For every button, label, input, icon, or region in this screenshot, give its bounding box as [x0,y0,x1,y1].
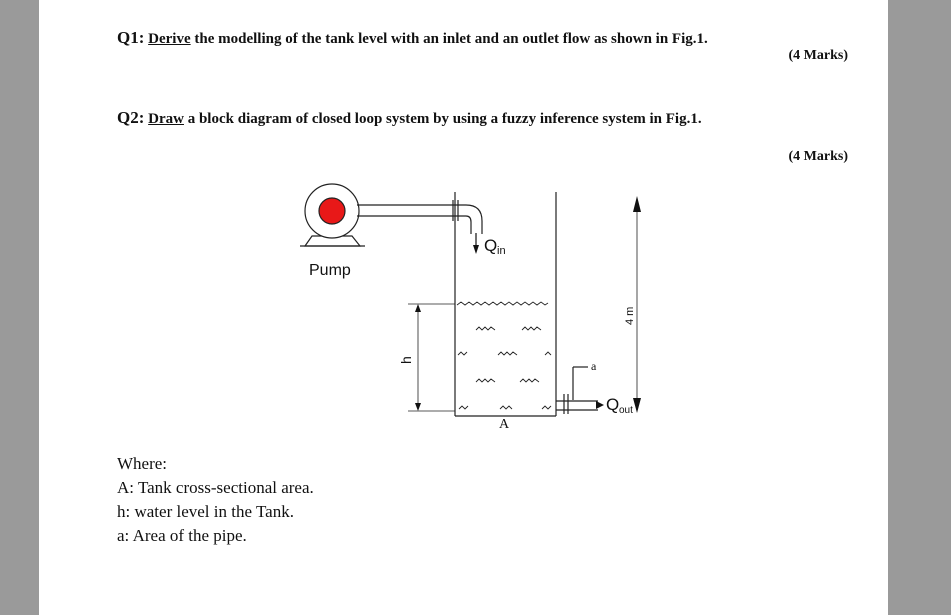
q2-marks: (4 Marks) [788,149,848,164]
qin-subscript: in [497,245,506,257]
where-title: Where: [117,454,168,473]
qout-label: Q [606,395,620,414]
water-surface [457,302,551,409]
q1-verb: Derive [148,31,191,47]
tank [455,192,556,416]
q1-marks: (4 Marks) [788,48,848,63]
pipe-area-label: a [591,359,597,373]
outlet-pipe [556,367,598,414]
q2-number: Q2: [117,108,145,127]
tank-area-label: A [499,417,510,432]
where-item-h: h: water level in the Tank. [117,502,294,521]
q1-text: the modelling of the tank level with an inlet and an outlet flow as shown in Fig.1. [190,31,708,47]
q2-verb: Draw [148,111,184,127]
height-label: h [398,356,414,364]
where-item-a-lower: a: Area of the pipe. [117,526,247,545]
q1-number: Q1: [117,28,145,47]
inlet-pipe [357,200,482,234]
q2-text: a block diagram of closed loop system by using a fuzzy inference system in Fig.1. [183,111,702,127]
pump-rotor [319,198,345,224]
qout-subscript: out [619,405,633,416]
qin-label: Q [484,236,498,255]
height-dimension [408,304,455,411]
pump-label: Pump [309,262,351,279]
where-item-a-upper: A: Tank cross-sectional area. [117,478,314,497]
tank-height-label: 4 m [624,306,636,325]
pump [300,184,365,246]
